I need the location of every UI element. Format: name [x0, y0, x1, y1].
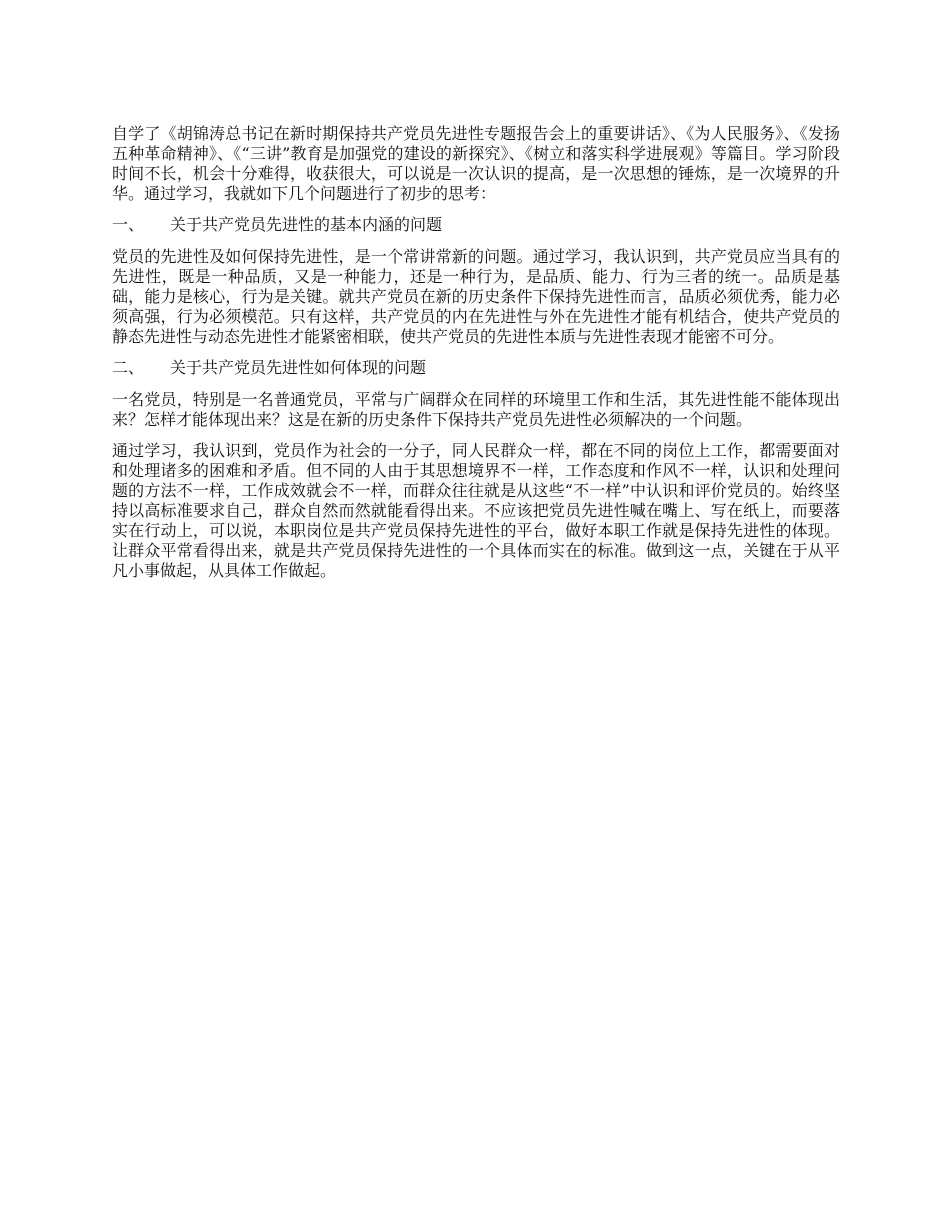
section-title-1: 关于共产党员先进性的基本内涵的问题 [170, 215, 443, 234]
section-1-paragraph: 党员的先进性及如何保持先进性，是一个常讲常新的问题。通过学习，我认识到，共产党员应当具有的先进性，既是一种品质，又是一种能力，还是一种行为，是品质、能力、行为三者的统一。品质是基础，能力是核心，行为是关键。就共产党员在新的历史条件下保持先进性而言，品质必须优秀，能力必须高强，行为必须模范。只有这样，共产党员的内在先进性与外在先进性才能有机结合，使共产党员的静态先进性与动态先进性才能紧密相联，使共产党员的先进性本质与先进性表现才能密不可分。 [112, 247, 840, 346]
section-heading-1 [112, 215, 840, 235]
section-number-2: 二、 [112, 358, 145, 377]
document-page [112, 124, 840, 592]
section-2-paragraph-2: 通过学习，我认识到，党员作为社会的一分子，同人民群众一样，都在不同的岗位上工作，都需要面对和处理诸多的困难和矛盾。但不同的人由于其思想境界不一样，工作态度和作风不一样，认识和处理问题的方法不一样，工作成效就会不一样，而群众往往就是从这些“不一样”中认识和评价党员的。始终坚持以高标准要求自己，群众自然而然就能看得出来。不应该把党员先进性喊在嘴上、写在纸上，而要落实在行动上，可以说，本职岗位是共产党员保持先进性的平台，做好本职工作就是保持先进性的体现。让群众平常看得出来，就是共产党员保持先进性的一个具体而实在的标准。做到这一点，关键在于从平凡小事做起，从具体工作做起。 [112, 441, 840, 580]
section-2-paragraph-1: 一名党员，特别是一名普通党员，平常与广阔群众在同样的环境里工作和生活，其先进性能不能体现出来？怎样才能体现出来？这是在新的历史条件下保持共产党员先进性必须解决的一个问题。 [112, 390, 840, 429]
section-title-2: 关于共产党员先进性如何体现的问题 [170, 358, 427, 377]
section-number-1: 一、 [112, 215, 145, 234]
section-heading-2 [112, 358, 840, 378]
intro-paragraph: 自学了《胡锦涛总书记在新时期保持共产党员先进性专题报告会上的重要讲话》、《为人民服务》、《发扬五种革命精神》、《“三讲”教育是加强党的建设的新探究》、《树立和落实科学进展观》等篇目。学习阶段时间不长，机会十分难得，收获很大，可以说是一次认识的提高，是一次思想的锤炼，是一次境界的升华。通过学习，我就如下几个问题进行了初步的思考： [112, 124, 840, 203]
